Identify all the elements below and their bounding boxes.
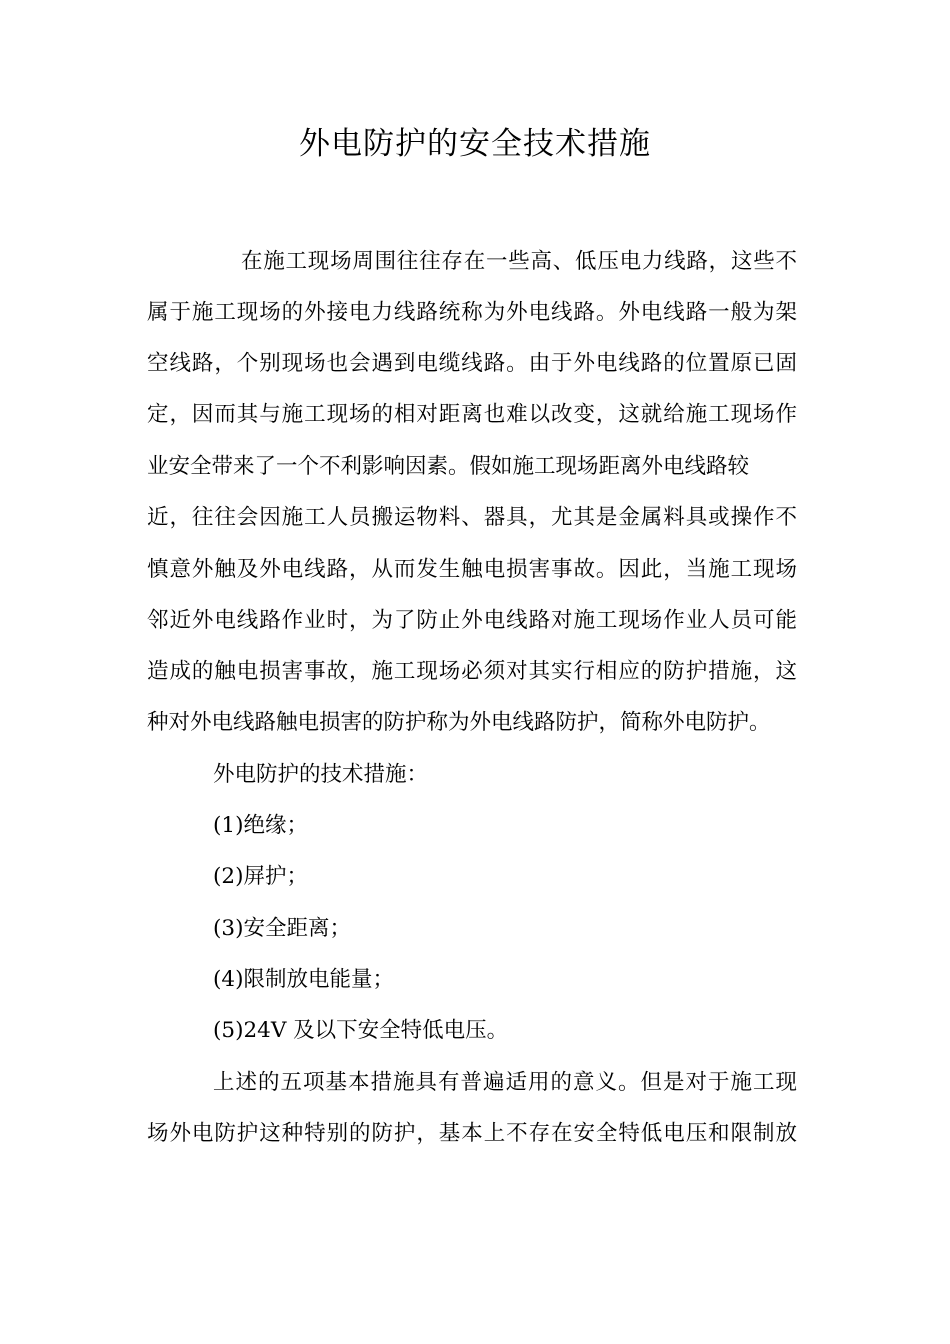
list-item: (1)绝缘； bbox=[213, 813, 308, 838]
measures-heading: 外电防护的技术措施： bbox=[213, 762, 429, 787]
paragraph-line: 上述的五项基本措施具有普遍适用的意义。但是对于施工现 bbox=[213, 1070, 797, 1095]
list-item: (3)安全距离； bbox=[213, 916, 351, 941]
document-title: 外电防护的安全技术措施 bbox=[299, 126, 651, 162]
paragraph-line: 空线路，个别现场也会遇到电缆线路。由于外电线路的位置原已固 bbox=[147, 351, 797, 376]
paragraph-line: 种对外电线路触电损害的防护称为外电线路防护，简称外电防护。 bbox=[147, 710, 771, 735]
list-item: (4)限制放电能量； bbox=[213, 967, 394, 992]
paragraph-line: 属于施工现场的外接电力线路统称为外电线路。外电线路一般为架 bbox=[147, 300, 797, 325]
paragraph-line: 定，因而其与施工现场的相对距离也难以改变，这就给施工现场作 bbox=[147, 402, 797, 427]
paragraph-line: 慎意外触及外电线路，从而发生触电损害事故。因此，当施工现场 bbox=[147, 557, 797, 582]
paragraph-line: 在施工现场周围往往存在一些高、低压电力线路，这些不 bbox=[241, 249, 797, 274]
list-item: (2)屏护； bbox=[213, 864, 308, 889]
paragraph-line: 近，往往会因施工人员搬运物料、器具，尤其是金属料具或操作不 bbox=[147, 505, 797, 530]
paragraph-line: 造成的触电损害事故，施工现场必须对其实行相应的防护措施，这 bbox=[147, 659, 797, 684]
paragraph-line: 邻近外电线路作业时，为了防止外电线路对施工现场作业人员可能 bbox=[147, 608, 797, 633]
paragraph-line: 场外电防护这种特别的防护，基本上不存在安全特低电压和限制放 bbox=[147, 1121, 797, 1146]
list-item: (5)24V 及以下安全特低电压。 bbox=[213, 1018, 509, 1043]
paragraph-line: 业安全带来了一个不利影响因素。假如施工现场距离外电线路较 bbox=[147, 454, 750, 479]
